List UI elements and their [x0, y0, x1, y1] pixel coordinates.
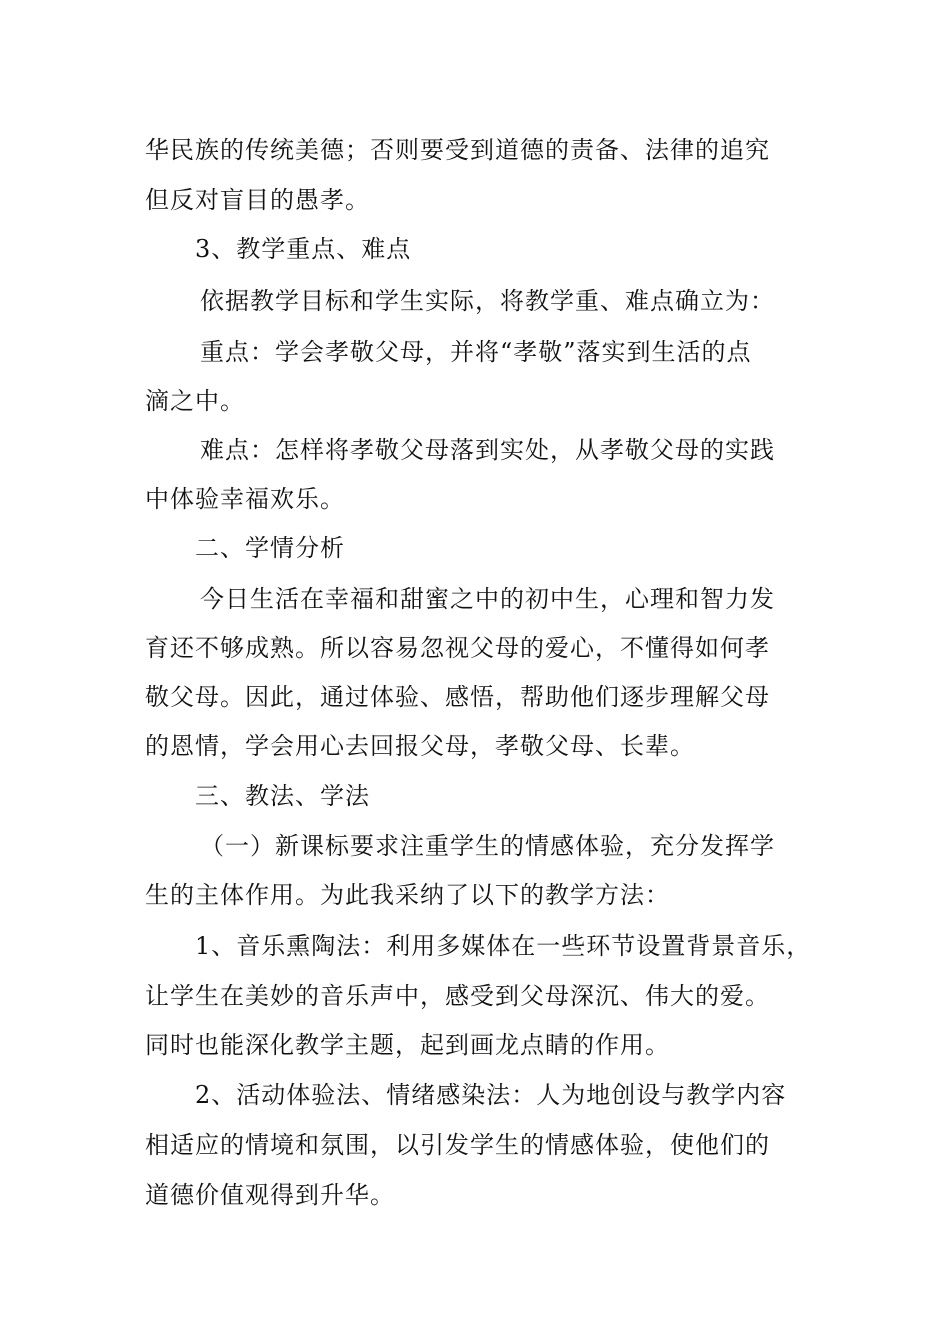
- text-line: 2、活动体验法、情绪感染法：人为地创设与教学内容: [195, 1081, 787, 1109]
- text-line: （一）新课标要求注重学生的情感体验，充分发挥学: [200, 832, 775, 860]
- text-line: 今日生活在幸福和甜蜜之中的初中生，心理和智力发: [200, 585, 775, 613]
- text-line: 难点：怎样将孝敬父母落到实处，从孝敬父母的实践: [200, 436, 775, 464]
- text-line: 同时也能深化教学主题，起到画龙点睛的作用。: [145, 1031, 670, 1059]
- section-heading: 三、教法、学法: [195, 782, 370, 810]
- section-heading: 3、教学重点、难点: [195, 235, 412, 263]
- text-line: 的恩情，学会用心去回报父母，孝敬父母、长辈。: [145, 732, 695, 760]
- text-line: 华民族的传统美德；否则要受到道德的责备、法律的追究: [145, 136, 770, 164]
- text-line: 重点：学会孝敬父母，并将“孝敬”落实到生活的点: [200, 338, 752, 366]
- text-line: 生的主体作用。为此我采纳了以下的教学方法：: [145, 881, 670, 909]
- text-line: 滴之中。: [145, 387, 245, 415]
- section-heading: 二、学情分析: [195, 534, 345, 562]
- text-line: 相适应的情境和氛围，以引发学生的情感体验，使他们的: [145, 1131, 770, 1159]
- text-line: 育还不够成熟。所以容易忽视父母的爱心，不懂得如何孝: [145, 634, 770, 662]
- text-line: 道德价值观得到升华。: [145, 1181, 395, 1209]
- text-line: 中体验幸福欢乐。: [145, 485, 345, 513]
- text-line: 让学生在美妙的音乐声中，感受到父母深沉、伟大的爱。: [145, 982, 770, 1010]
- text-line: 但反对盲目的愚孝。: [145, 186, 370, 214]
- text-line: 敬父母。因此，通过体验、感悟，帮助他们逐步理解父母: [145, 683, 770, 711]
- text-line: 1、音乐熏陶法：利用多媒体在一些环节设置背景音乐，: [195, 932, 812, 960]
- text-line: 依据教学目标和学生实际，将教学重、难点确立为：: [200, 287, 775, 315]
